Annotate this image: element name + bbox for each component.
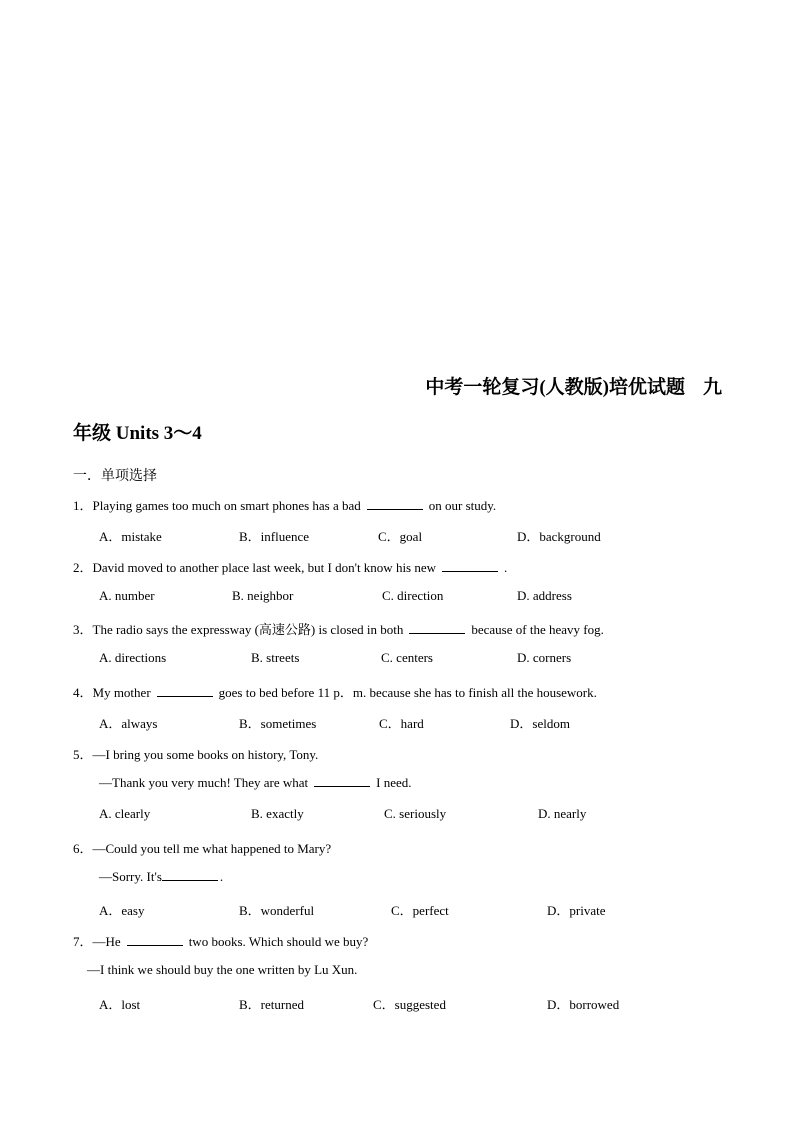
question-text-end: .: [504, 560, 508, 575]
option-d[interactable]: D．private: [547, 903, 606, 918]
option-d[interactable]: D．seldom: [510, 716, 570, 731]
option-a[interactable]: A. clearly: [99, 806, 151, 821]
page-title-main: 中考一轮复习(人教版)培优试题: [425, 377, 685, 398]
answer-blank[interactable]: [157, 685, 213, 697]
option-a[interactable]: A．lost: [99, 997, 141, 1012]
question-text: The radio says the expressway (高速公路) is closed in both: [92, 622, 404, 637]
option-d[interactable]: D. nearly: [538, 806, 587, 821]
question-number: 4．: [73, 685, 93, 700]
option-c[interactable]: C．perfect: [391, 903, 449, 918]
option-b[interactable]: B．influence: [239, 529, 310, 544]
options-2: [99, 588, 719, 604]
answer-blank[interactable]: [442, 560, 498, 572]
question-text: —I bring you some books on history, Tony.: [92, 747, 319, 762]
question-text-end: on our study.: [428, 498, 497, 513]
answer-blank[interactable]: [162, 869, 218, 881]
option-c[interactable]: C．suggested: [373, 997, 446, 1012]
option-a[interactable]: A．easy: [99, 903, 145, 918]
option-a[interactable]: A. number: [99, 588, 155, 603]
question-number: 3．: [73, 622, 93, 637]
question-text-end: I need.: [376, 775, 412, 790]
answer-blank[interactable]: [127, 934, 183, 946]
question-text-end: because of the heavy fog.: [471, 622, 604, 637]
option-b[interactable]: B. neighbor: [232, 588, 294, 603]
page-title-tail: 九: [702, 377, 722, 398]
option-c[interactable]: C．hard: [379, 716, 424, 731]
question-5: [73, 744, 318, 763]
question-text: My mother: [92, 685, 151, 700]
answer-blank[interactable]: [409, 622, 465, 634]
question-6-reply: [99, 869, 223, 885]
question-number: 1．: [73, 498, 93, 513]
option-b[interactable]: B. streets: [251, 650, 300, 665]
option-d[interactable]: D．background: [517, 529, 601, 544]
question-7-reply: [87, 962, 357, 978]
question-5-reply: [99, 775, 412, 791]
question-7: [73, 931, 368, 950]
option-b[interactable]: B. exactly: [251, 806, 304, 821]
answer-blank[interactable]: [367, 498, 423, 510]
question-number: 2．: [73, 560, 93, 575]
question-3: [73, 619, 604, 638]
question-text: —I think we should buy the one written by Lu Xun.: [87, 962, 358, 977]
question-1: [73, 495, 496, 514]
page-title-line-2: 年级 Units 3～4: [73, 423, 202, 444]
option-d[interactable]: D. address: [517, 588, 572, 603]
option-a[interactable]: A. directions: [99, 650, 167, 665]
option-c[interactable]: C．goal: [378, 529, 423, 544]
section-heading: 一．单项选择: [73, 469, 157, 484]
options-1: [99, 526, 719, 542]
option-a[interactable]: A．mistake: [99, 529, 162, 544]
option-c[interactable]: C. seriously: [384, 806, 447, 821]
option-c[interactable]: C. centers: [381, 650, 433, 665]
question-text: —Sorry. It's: [99, 869, 162, 884]
option-d[interactable]: D. corners: [517, 650, 572, 665]
option-d[interactable]: D．borrowed: [547, 997, 620, 1012]
question-text: —Could you tell me what happened to Mary?: [92, 841, 332, 856]
option-b[interactable]: B．wonderful: [239, 903, 315, 918]
question-number: 7．: [73, 934, 93, 949]
question-text-end: two books. Which should we buy?: [188, 934, 369, 949]
question-text-end: goes to bed before 11 p．m. because she has to finish all the housework.: [218, 685, 597, 700]
option-a[interactable]: A．always: [99, 716, 158, 731]
question-6: [73, 838, 331, 857]
question-text: —Thank you very much! They are what: [99, 775, 309, 790]
question-number: 6．: [73, 841, 93, 856]
question-2: [73, 557, 507, 576]
option-b[interactable]: B．returned: [239, 997, 304, 1012]
question-text: —He: [92, 934, 121, 949]
question-text: Playing games too much on smart phones has a bad: [92, 498, 361, 513]
options-5: [99, 806, 719, 822]
options-3: [99, 650, 719, 666]
options-7: [99, 994, 719, 1010]
page-title-line-1: [425, 372, 722, 399]
answer-blank[interactable]: [314, 775, 370, 787]
question-text: David moved to another place last week, but I don't know his new: [92, 560, 437, 575]
question-text-end: .: [219, 869, 224, 884]
options-6: [99, 900, 719, 916]
option-b[interactable]: B．sometimes: [239, 716, 317, 731]
question-4: [73, 682, 597, 701]
question-number: 5．: [73, 747, 93, 762]
options-4: [99, 713, 719, 729]
option-c[interactable]: C. direction: [382, 588, 444, 603]
